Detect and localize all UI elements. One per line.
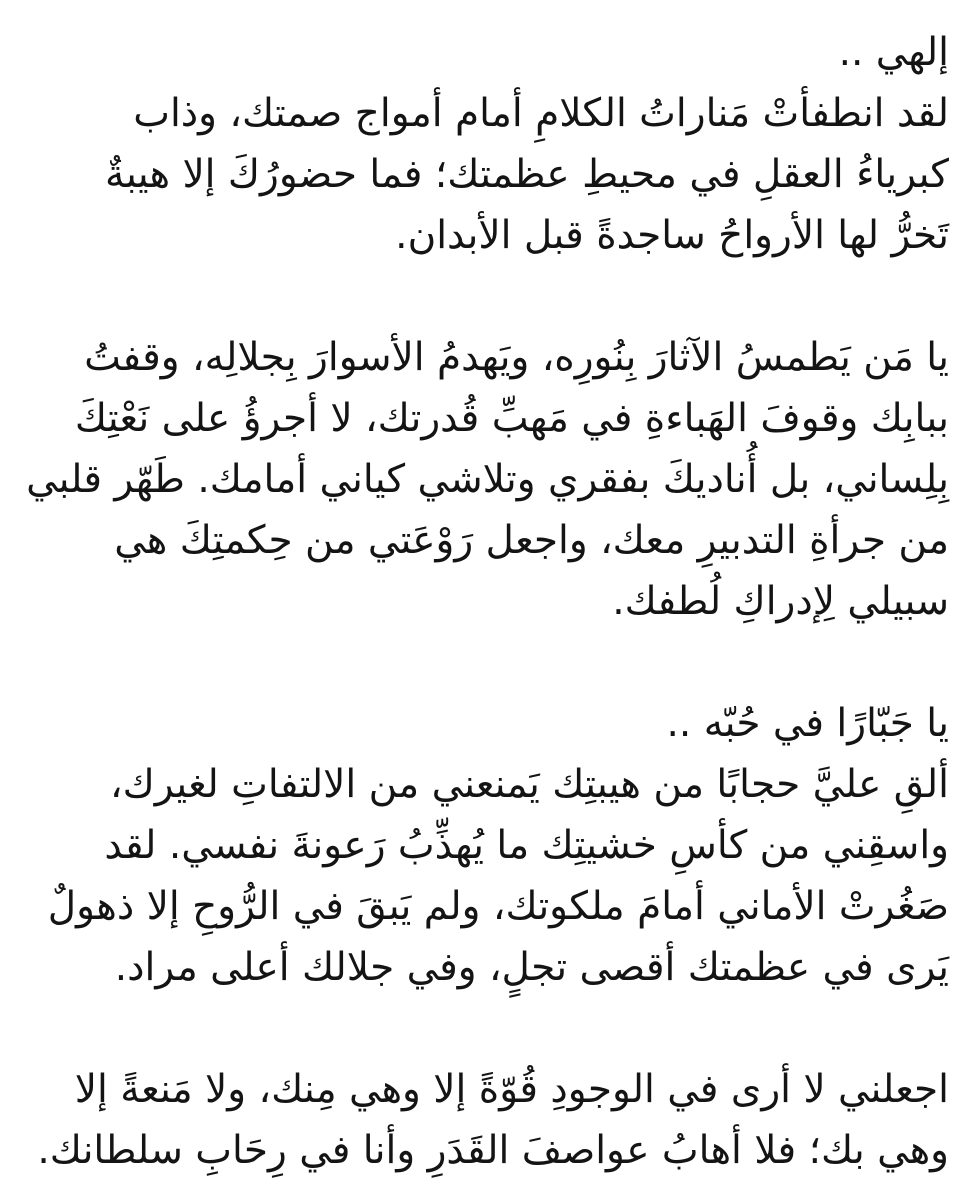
paragraph-3	[26, 693, 949, 998]
paragraph-1	[26, 22, 949, 266]
paragraph-4	[26, 1059, 949, 1181]
text-line: ببابِك وقوفَ الهَباءةِ في مَهبِّ قُدرتك، لا أجرؤُ على نَعْتِكَ	[74, 396, 949, 441]
paragraph-2	[26, 327, 949, 632]
text-line: ألقِ عليَّ حجابًا من هيبتِك يَمنعني من الالتفاتِ لغيرك،	[110, 762, 949, 807]
text-line: يا مَن يَطمسُ الآثارَ بِنُورِه، ويَهدمُ الأسوارَ بِجلالِه، وقفتُ	[84, 335, 949, 380]
text-line: لقد انطفأتْ مَناراتُ الكلامِ أمام أمواج صمتك، وذاب	[133, 91, 949, 136]
text-line: واسقِني من كأسِ خشيتِك ما يُهذِّبُ رَعونةَ نفسي. لقد	[104, 823, 949, 868]
text-line: من جرأةِ التدبيرِ معك، واجعل رَوْعَتي من حِكمتِكَ هي	[114, 518, 949, 563]
text-line: يا جَبّارًا في حُبّه ..	[666, 701, 949, 746]
document-body	[26, 22, 949, 1181]
text-line: كبرياءُ العقلِ في محيطِ عظمتك؛ فما حضورُكَ إلا هيبةٌ	[105, 152, 949, 197]
text-line: صَغُرتْ الأماني أمامَ ملكوتك، ولم يَبقَ في الرُّوحِ إلا ذهولٌ	[47, 884, 949, 929]
text-line: تَخرُّ لها الأرواحُ ساجدةً قبل الأبدان.	[395, 213, 949, 258]
text-line: إلهي ..	[838, 30, 949, 75]
text-line: اجعلني لا أرى في الوجودِ قُوّةً إلا وهي مِنك، ولا مَنعةً إلا	[74, 1067, 949, 1112]
text-line: بِلِساني، بل أُناديكَ بفقري وتلاشي كياني أمامك. طَهّر قلبي	[26, 457, 949, 502]
text-line: سبيلي لِإدراكِ لُطفك.	[612, 579, 949, 624]
text-line: يَرى في عظمتك أقصى تجلٍ، وفي جلالك أعلى مراد.	[114, 945, 949, 990]
text-line: وهي بك؛ فلا أهابُ عواصفَ القَدَرِ وأنا في رِحَابِ سلطانك.	[37, 1128, 949, 1173]
